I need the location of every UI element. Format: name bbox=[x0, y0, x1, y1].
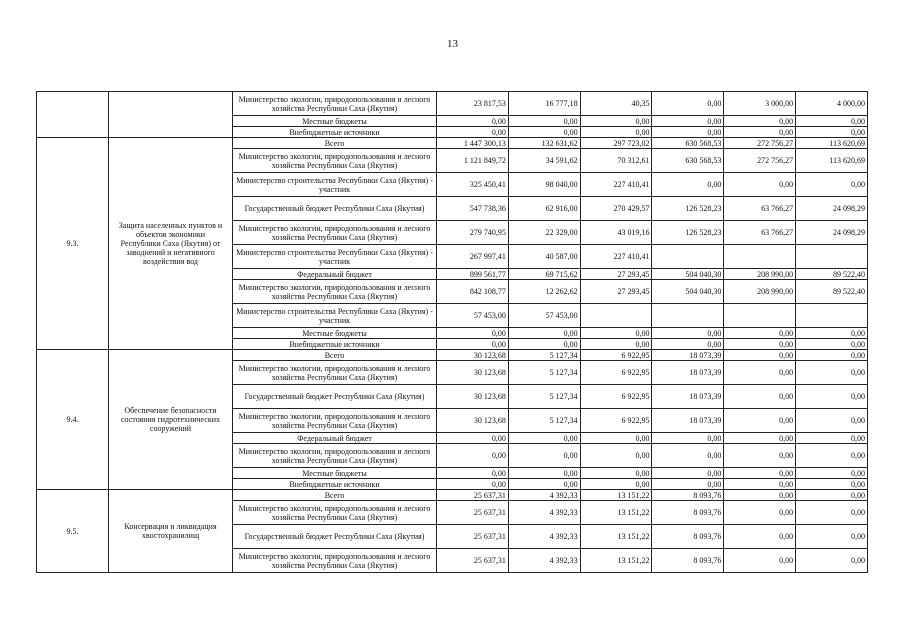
amount-cell: 6 922,95 bbox=[580, 385, 652, 409]
amount-cell: 18 073,39 bbox=[652, 409, 724, 433]
amount-cell: 0,00 bbox=[652, 433, 724, 444]
amount-cell: 22 329,00 bbox=[508, 221, 580, 245]
amount-cell: 57 453,00 bbox=[508, 304, 580, 328]
amount-cell: 0,00 bbox=[796, 385, 868, 409]
amount-cell: 40,35 bbox=[580, 92, 652, 116]
table-row bbox=[37, 92, 868, 116]
table-row bbox=[37, 350, 868, 361]
funding-source-cell: Государственный бюджет Республики Саха (Якутия) bbox=[233, 197, 437, 221]
amount-cell: 267 997,41 bbox=[437, 245, 509, 269]
amount-cell: 325 450,41 bbox=[437, 173, 509, 197]
table-row bbox=[37, 490, 868, 501]
amount-cell: 0,00 bbox=[724, 501, 796, 525]
amount-cell: 0,00 bbox=[724, 468, 796, 479]
item-number-cell: 9.5. bbox=[37, 490, 109, 573]
amount-cell: 0,00 bbox=[796, 409, 868, 433]
amount-cell: 0,00 bbox=[652, 444, 724, 468]
amount-cell: 6 922,95 bbox=[580, 350, 652, 361]
funding-source-cell: Министерство строительства Республики Саха (Якутия) - участник bbox=[233, 304, 437, 328]
amount-cell: 18 073,39 bbox=[652, 385, 724, 409]
amount-cell: 27 293,45 bbox=[580, 280, 652, 304]
amount-cell: 30 123,68 bbox=[437, 385, 509, 409]
amount-cell: 113 620,69 bbox=[796, 149, 868, 173]
amount-cell: 13 151,22 bbox=[580, 549, 652, 573]
amount-cell bbox=[796, 245, 868, 269]
funding-source-cell: Внебюджетные источники bbox=[233, 339, 437, 350]
amount-cell: 4 392,33 bbox=[508, 501, 580, 525]
amount-cell: 208 990,00 bbox=[724, 269, 796, 280]
amount-cell: 0,00 bbox=[724, 409, 796, 433]
funding-source-cell: Государственный бюджет Республики Саха (Якутия) bbox=[233, 385, 437, 409]
funding-source-cell: Министерство экологии, природопользования и лесного хозяйства Республики Саха (Якутия) bbox=[233, 501, 437, 525]
amount-cell: 6 922,95 bbox=[580, 409, 652, 433]
amount-cell: 0,00 bbox=[580, 328, 652, 339]
amount-cell: 0,00 bbox=[652, 173, 724, 197]
table-row bbox=[37, 138, 868, 149]
amount-cell: 270 429,57 bbox=[580, 197, 652, 221]
funding-source-cell: Министерство экологии, природопользования и лесного хозяйства Республики Саха (Якутия) bbox=[233, 92, 437, 116]
amount-cell: 227 410,41 bbox=[580, 173, 652, 197]
amount-cell: 1 121 849,72 bbox=[437, 149, 509, 173]
funding-source-cell: Внебюджетные источники bbox=[233, 127, 437, 138]
funding-source-cell: Министерство экологии, природопользования и лесного хозяйства Республики Саха (Якутия) bbox=[233, 361, 437, 385]
amount-cell: 0,00 bbox=[724, 350, 796, 361]
budget-table bbox=[36, 91, 868, 573]
amount-cell: 227 410,41 bbox=[580, 245, 652, 269]
amount-cell: 0,00 bbox=[796, 127, 868, 138]
amount-cell: 0,00 bbox=[437, 444, 509, 468]
amount-cell: 98 040,00 bbox=[508, 173, 580, 197]
amount-cell: 6 922,95 bbox=[580, 361, 652, 385]
amount-cell: 0,00 bbox=[724, 525, 796, 549]
funding-source-cell: Министерство экологии, природопользования и лесного хозяйства Республики Саха (Якутия) bbox=[233, 221, 437, 245]
amount-cell: 62 916,00 bbox=[508, 197, 580, 221]
amount-cell: 0,00 bbox=[508, 433, 580, 444]
amount-cell: 13 151,22 bbox=[580, 525, 652, 549]
amount-cell: 0,00 bbox=[796, 444, 868, 468]
amount-cell: 4 000,00 bbox=[796, 92, 868, 116]
amount-cell: 69 715,62 bbox=[508, 269, 580, 280]
item-number-cell: 9.3. bbox=[37, 138, 109, 350]
amount-cell: 0,00 bbox=[796, 549, 868, 573]
amount-cell: 40 587,00 bbox=[508, 245, 580, 269]
amount-cell: 0,00 bbox=[508, 468, 580, 479]
amount-cell: 4 392,33 bbox=[508, 490, 580, 501]
amount-cell: 30 123,68 bbox=[437, 409, 509, 433]
amount-cell: 0,00 bbox=[508, 444, 580, 468]
funding-source-cell: Министерство строительства Республики Саха (Якутия) - участник bbox=[233, 245, 437, 269]
amount-cell: 63 766,27 bbox=[724, 197, 796, 221]
amount-cell: 208 990,00 bbox=[724, 280, 796, 304]
amount-cell: 13 151,22 bbox=[580, 490, 652, 501]
funding-source-cell: Федеральный бюджет bbox=[233, 433, 437, 444]
amount-cell: 0,00 bbox=[580, 468, 652, 479]
amount-cell: 0,00 bbox=[796, 490, 868, 501]
amount-cell bbox=[580, 304, 652, 328]
funding-source-cell: Местные бюджеты bbox=[233, 116, 437, 127]
amount-cell: 0,00 bbox=[724, 549, 796, 573]
amount-cell: 0,00 bbox=[724, 116, 796, 127]
amount-cell: 25 637,31 bbox=[437, 525, 509, 549]
amount-cell: 0,00 bbox=[796, 116, 868, 127]
amount-cell bbox=[724, 245, 796, 269]
amount-cell: 0,00 bbox=[796, 173, 868, 197]
amount-cell: 70 312,61 bbox=[580, 149, 652, 173]
amount-cell bbox=[724, 304, 796, 328]
amount-cell: 0,00 bbox=[796, 468, 868, 479]
amount-cell: 0,00 bbox=[580, 433, 652, 444]
amount-cell: 34 591,62 bbox=[508, 149, 580, 173]
amount-cell: 0,00 bbox=[724, 361, 796, 385]
amount-cell: 0,00 bbox=[508, 127, 580, 138]
funding-source-cell: Внебюджетные источники bbox=[233, 479, 437, 490]
amount-cell: 0,00 bbox=[580, 479, 652, 490]
amount-cell: 4 392,33 bbox=[508, 525, 580, 549]
item-name-cell: Защита населенных пунктов и объектов экономики Республики Саха (Якутия) от заводнений и негативного воздействия вод bbox=[109, 138, 233, 350]
amount-cell: 899 561,77 bbox=[437, 269, 509, 280]
amount-cell: 30 123,68 bbox=[437, 350, 509, 361]
amount-cell: 0,00 bbox=[724, 444, 796, 468]
amount-cell: 25 637,31 bbox=[437, 549, 509, 573]
funding-source-cell: Местные бюджеты bbox=[233, 328, 437, 339]
amount-cell: 4 392,33 bbox=[508, 549, 580, 573]
amount-cell: 297 723,02 bbox=[580, 138, 652, 149]
amount-cell: 18 073,39 bbox=[652, 361, 724, 385]
amount-cell: 0,00 bbox=[652, 92, 724, 116]
item-number-cell bbox=[37, 92, 109, 138]
amount-cell: 0,00 bbox=[652, 479, 724, 490]
amount-cell: 0,00 bbox=[652, 468, 724, 479]
amount-cell: 5 127,34 bbox=[508, 361, 580, 385]
funding-source-cell: Государственный бюджет Республики Саха (Якутия) bbox=[233, 525, 437, 549]
amount-cell: 0,00 bbox=[724, 339, 796, 350]
amount-cell: 63 766,27 bbox=[724, 221, 796, 245]
amount-cell: 0,00 bbox=[437, 339, 509, 350]
amount-cell bbox=[796, 304, 868, 328]
amount-cell: 25 637,31 bbox=[437, 501, 509, 525]
amount-cell: 0,00 bbox=[796, 350, 868, 361]
amount-cell: 23 817,53 bbox=[437, 92, 509, 116]
amount-cell: 0,00 bbox=[508, 116, 580, 127]
amount-cell: 0,00 bbox=[796, 501, 868, 525]
item-name-cell: Консервация и ликвидация хвостохранилищ bbox=[109, 490, 233, 573]
funding-source-cell: Всего bbox=[233, 490, 437, 501]
page-number: 13 bbox=[447, 38, 458, 50]
amount-cell: 0,00 bbox=[724, 173, 796, 197]
amount-cell: 8 093,76 bbox=[652, 525, 724, 549]
amount-cell: 630 568,53 bbox=[652, 138, 724, 149]
amount-cell: 89 522,40 bbox=[796, 280, 868, 304]
amount-cell: 504 040,30 bbox=[652, 269, 724, 280]
amount-cell bbox=[652, 304, 724, 328]
amount-cell: 0,00 bbox=[796, 525, 868, 549]
amount-cell: 272 756,27 bbox=[724, 149, 796, 173]
amount-cell: 8 093,76 bbox=[652, 549, 724, 573]
amount-cell: 1 447 300,13 bbox=[437, 138, 509, 149]
item-name-cell bbox=[109, 92, 233, 138]
amount-cell: 272 756,27 bbox=[724, 138, 796, 149]
amount-cell: 3 000,00 bbox=[724, 92, 796, 116]
amount-cell: 0,00 bbox=[508, 339, 580, 350]
amount-cell: 30 123,68 bbox=[437, 361, 509, 385]
amount-cell: 13 151,22 bbox=[580, 501, 652, 525]
amount-cell: 18 073,39 bbox=[652, 350, 724, 361]
amount-cell: 5 127,34 bbox=[508, 409, 580, 433]
amount-cell: 0,00 bbox=[580, 127, 652, 138]
amount-cell: 0,00 bbox=[724, 385, 796, 409]
amount-cell bbox=[652, 245, 724, 269]
amount-cell: 0,00 bbox=[437, 328, 509, 339]
amount-cell: 0,00 bbox=[437, 433, 509, 444]
amount-cell: 0,00 bbox=[796, 328, 868, 339]
amount-cell: 43 019,16 bbox=[580, 221, 652, 245]
amount-cell: 279 740,95 bbox=[437, 221, 509, 245]
funding-source-cell: Федеральный бюджет bbox=[233, 269, 437, 280]
funding-source-cell: Министерство экологии, природопользования и лесного хозяйства Республики Саха (Якутия) bbox=[233, 149, 437, 173]
amount-cell: 126 528,23 bbox=[652, 197, 724, 221]
amount-cell: 0,00 bbox=[724, 479, 796, 490]
amount-cell: 0,00 bbox=[724, 127, 796, 138]
amount-cell: 0,00 bbox=[796, 361, 868, 385]
funding-source-cell: Министерство строительства Республики Саха (Якутия) - участник bbox=[233, 173, 437, 197]
amount-cell: 0,00 bbox=[724, 490, 796, 501]
amount-cell: 0,00 bbox=[652, 127, 724, 138]
amount-cell: 0,00 bbox=[796, 339, 868, 350]
amount-cell: 0,00 bbox=[580, 444, 652, 468]
amount-cell: 24 098,29 bbox=[796, 221, 868, 245]
amount-cell: 5 127,34 bbox=[508, 385, 580, 409]
amount-cell: 0,00 bbox=[437, 127, 509, 138]
amount-cell: 842 108,77 bbox=[437, 280, 509, 304]
amount-cell: 57 453,00 bbox=[437, 304, 509, 328]
amount-cell: 0,00 bbox=[724, 433, 796, 444]
amount-cell: 89 522,40 bbox=[796, 269, 868, 280]
funding-source-cell: Министерство экологии, природопользования и лесного хозяйства Республики Саха (Якутия) bbox=[233, 409, 437, 433]
funding-source-cell: Местные бюджеты bbox=[233, 468, 437, 479]
funding-source-cell: Всего bbox=[233, 350, 437, 361]
funding-source-cell: Всего bbox=[233, 138, 437, 149]
funding-source-cell: Министерство экологии, природопользования и лесного хозяйства Республики Саха (Якутия) bbox=[233, 280, 437, 304]
amount-cell: 547 738,36 bbox=[437, 197, 509, 221]
amount-cell: 504 040,30 bbox=[652, 280, 724, 304]
amount-cell: 0,00 bbox=[652, 116, 724, 127]
funding-source-cell: Министерство экологии, природопользования и лесного хозяйства Республики Саха (Якутия) bbox=[233, 549, 437, 573]
amount-cell: 8 093,76 bbox=[652, 501, 724, 525]
amount-cell: 24 098,29 bbox=[796, 197, 868, 221]
amount-cell: 0,00 bbox=[652, 339, 724, 350]
amount-cell: 0,00 bbox=[437, 468, 509, 479]
amount-cell: 0,00 bbox=[437, 116, 509, 127]
amount-cell: 132 631,62 bbox=[508, 138, 580, 149]
amount-cell: 0,00 bbox=[796, 433, 868, 444]
funding-source-cell: Министерство экологии, природопользования и лесного хозяйства Республики Саха (Якутия) bbox=[233, 444, 437, 468]
amount-cell: 5 127,34 bbox=[508, 350, 580, 361]
amount-cell: 0,00 bbox=[652, 328, 724, 339]
amount-cell: 0,00 bbox=[508, 328, 580, 339]
amount-cell: 8 093,76 bbox=[652, 490, 724, 501]
amount-cell: 0,00 bbox=[580, 339, 652, 350]
amount-cell: 126 528,23 bbox=[652, 221, 724, 245]
item-number-cell: 9.4. bbox=[37, 350, 109, 490]
amount-cell: 12 262,62 bbox=[508, 280, 580, 304]
amount-cell: 16 777,18 bbox=[508, 92, 580, 116]
item-name-cell: Обеспечение безопасности состояния гидротехнических сооружений bbox=[109, 350, 233, 490]
amount-cell: 630 568,53 bbox=[652, 149, 724, 173]
amount-cell: 27 293,45 bbox=[580, 269, 652, 280]
amount-cell: 113 620,69 bbox=[796, 138, 868, 149]
amount-cell: 25 637,31 bbox=[437, 490, 509, 501]
amount-cell: 0,00 bbox=[724, 328, 796, 339]
amount-cell: 0,00 bbox=[796, 479, 868, 490]
amount-cell: 0,00 bbox=[437, 479, 509, 490]
amount-cell: 0,00 bbox=[508, 479, 580, 490]
amount-cell: 0,00 bbox=[580, 116, 652, 127]
